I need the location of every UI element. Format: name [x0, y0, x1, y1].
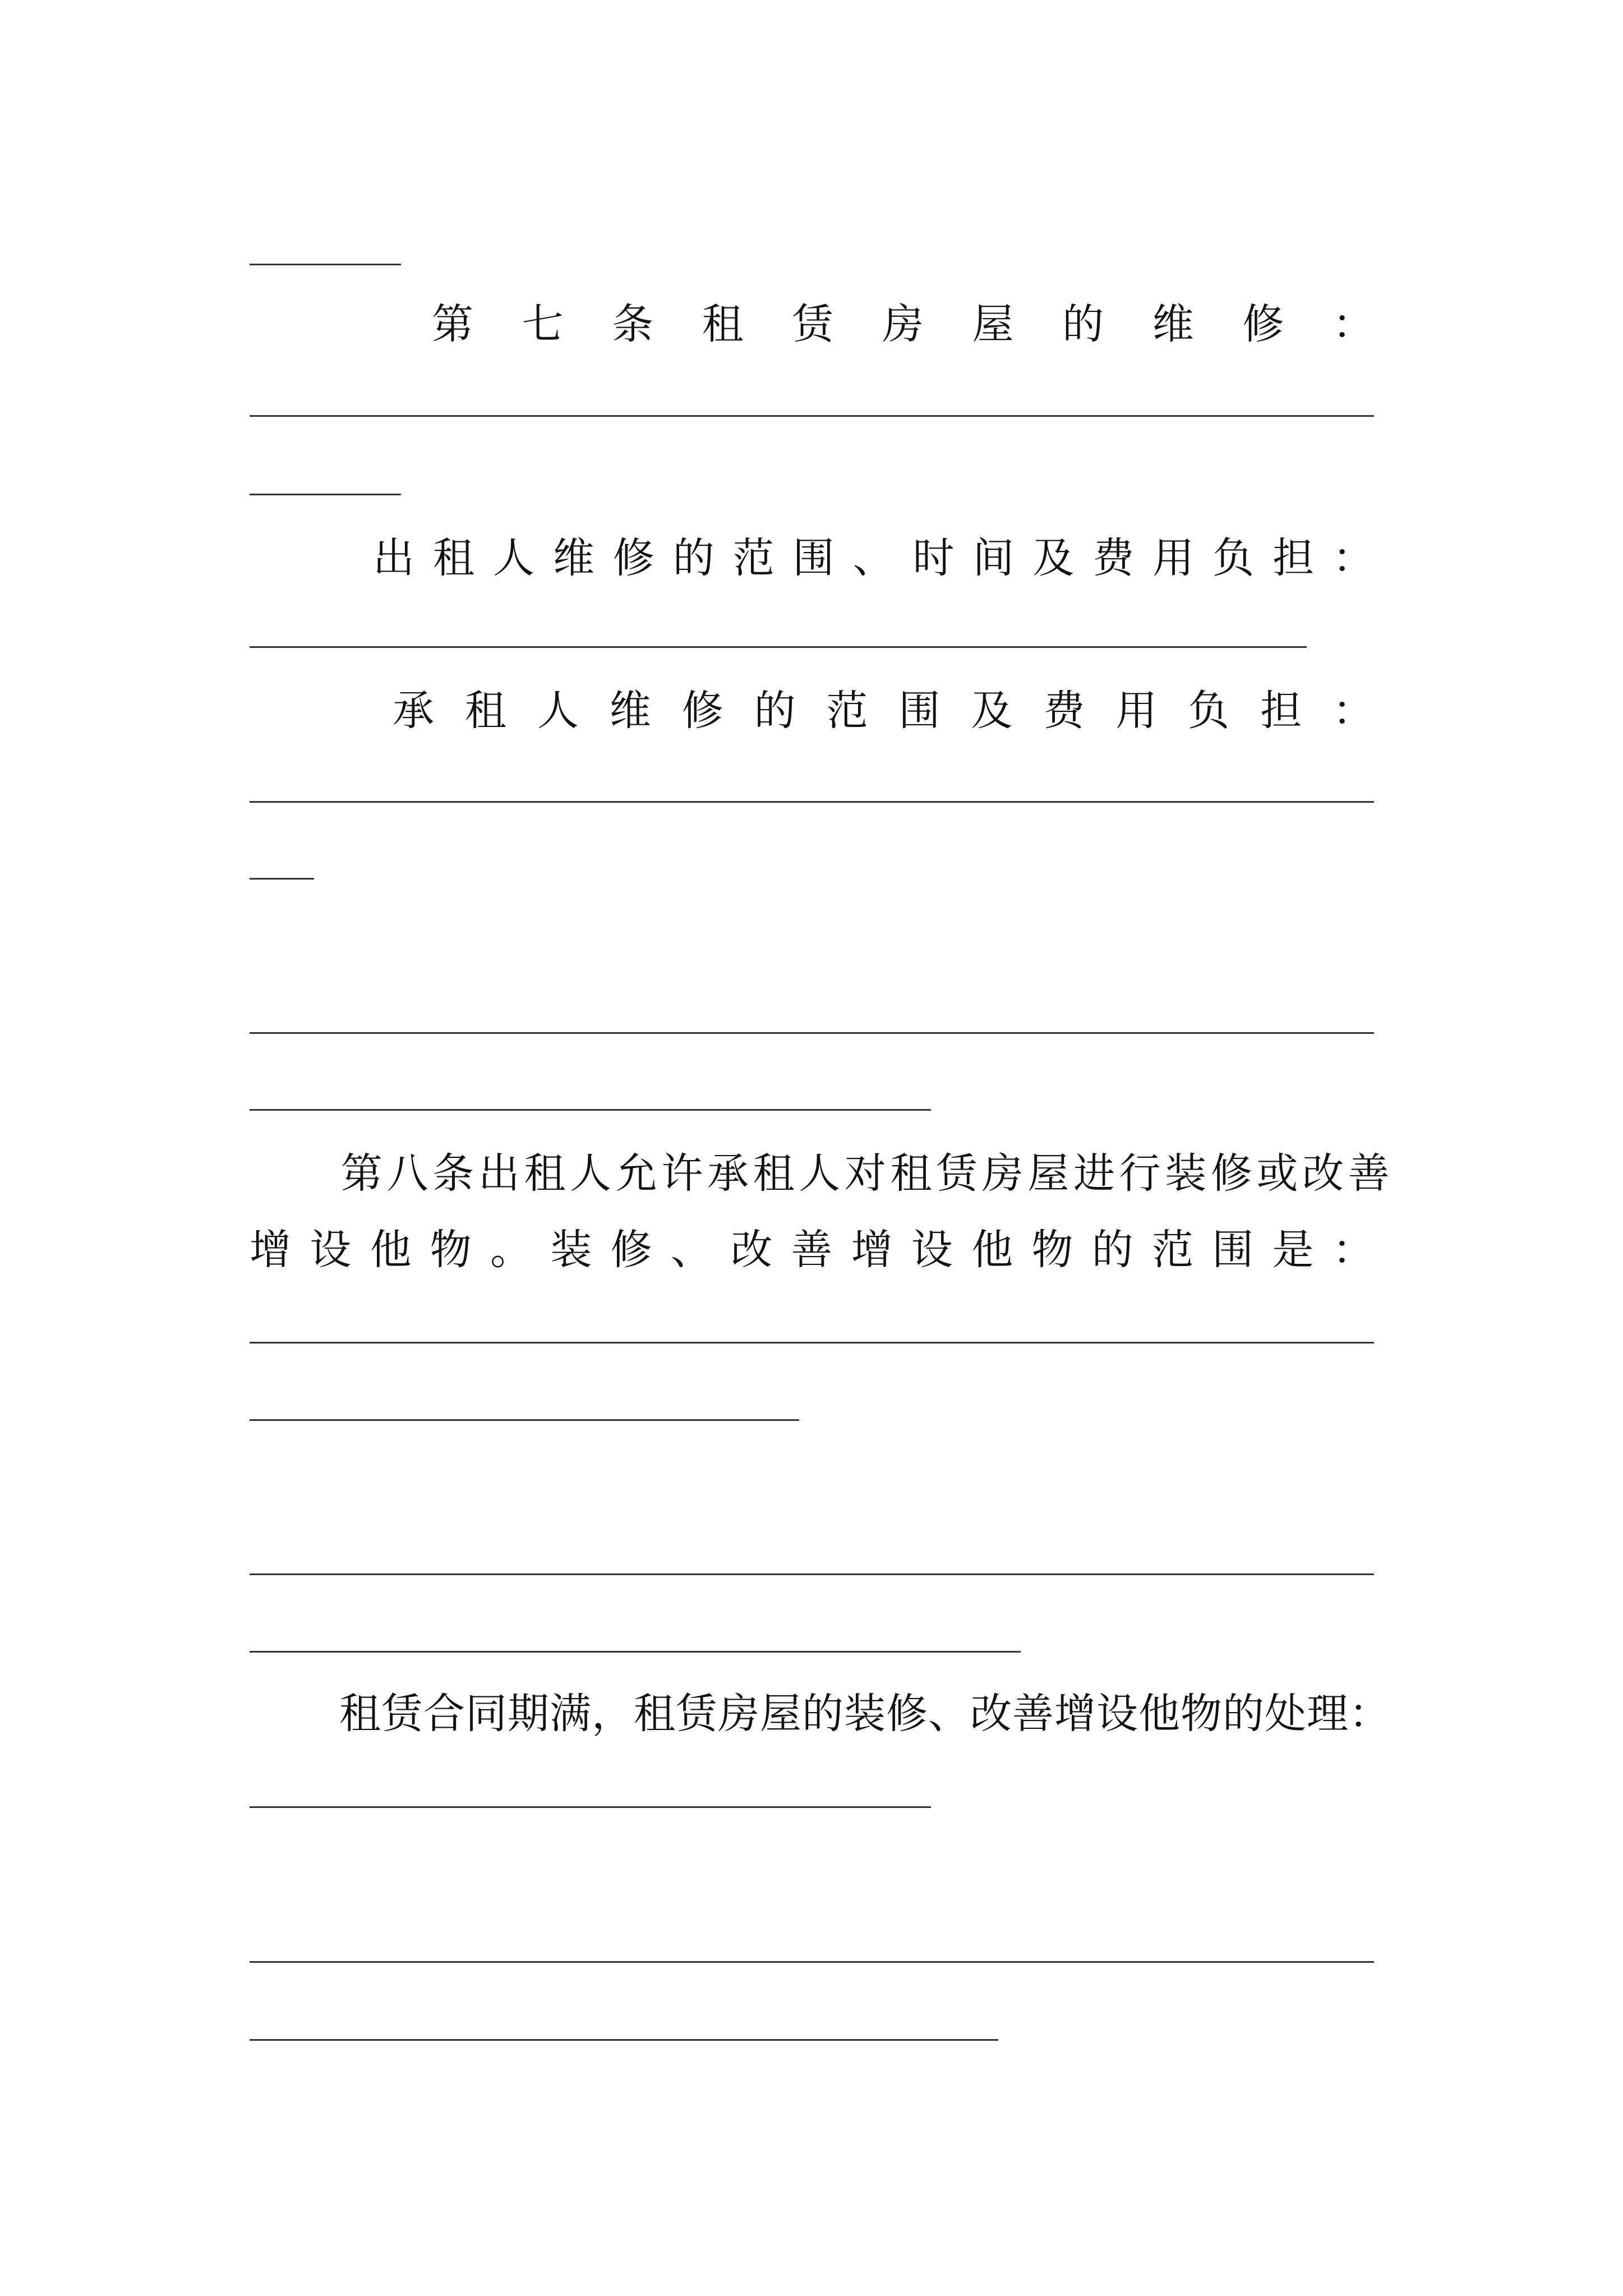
blank-line — [250, 1961, 1374, 1963]
blank-line — [250, 1573, 1374, 1575]
blank-line — [250, 646, 1307, 648]
blank-line — [250, 801, 1374, 803]
blank-line — [250, 878, 314, 880]
blank-line — [250, 1109, 931, 1111]
lessee-repair-line: 承 租 人 维 修 的 范 围 及 费 用 负 担 ： — [393, 687, 1374, 735]
blank-line — [250, 415, 1374, 417]
article-8-line-2: 增 设 他 物 。 装 修 、 改 善 增 设 他 物 的 范 围 是 ： — [250, 1226, 1374, 1274]
blank-line — [250, 1032, 1374, 1034]
blank-line — [250, 264, 401, 265]
lessor-repair-line: 出 租 人 维 修 的 范 围 、 时 间 及 费 用 负 担 ： — [373, 534, 1374, 582]
article-7-heading: 第 七 条 租 赁 房 屋 的 维 修 ： — [432, 300, 1374, 348]
blank-line — [250, 1342, 1374, 1343]
blank-line — [250, 1806, 931, 1808]
blank-line — [250, 2039, 998, 2041]
blank-line — [250, 494, 401, 495]
article-8-line-1: 第 八 条 出 租 人 允 许 承 租 人 对 租 赁 房 屋 进 行 装 修 或 改 善 — [341, 1149, 1390, 1198]
blank-line — [250, 1419, 799, 1421]
blank-line — [250, 1651, 1021, 1653]
contract-expiry-line: 租赁合同期满，租赁房屋的装修、改善增设他物的处理： — [339, 1690, 1391, 1738]
